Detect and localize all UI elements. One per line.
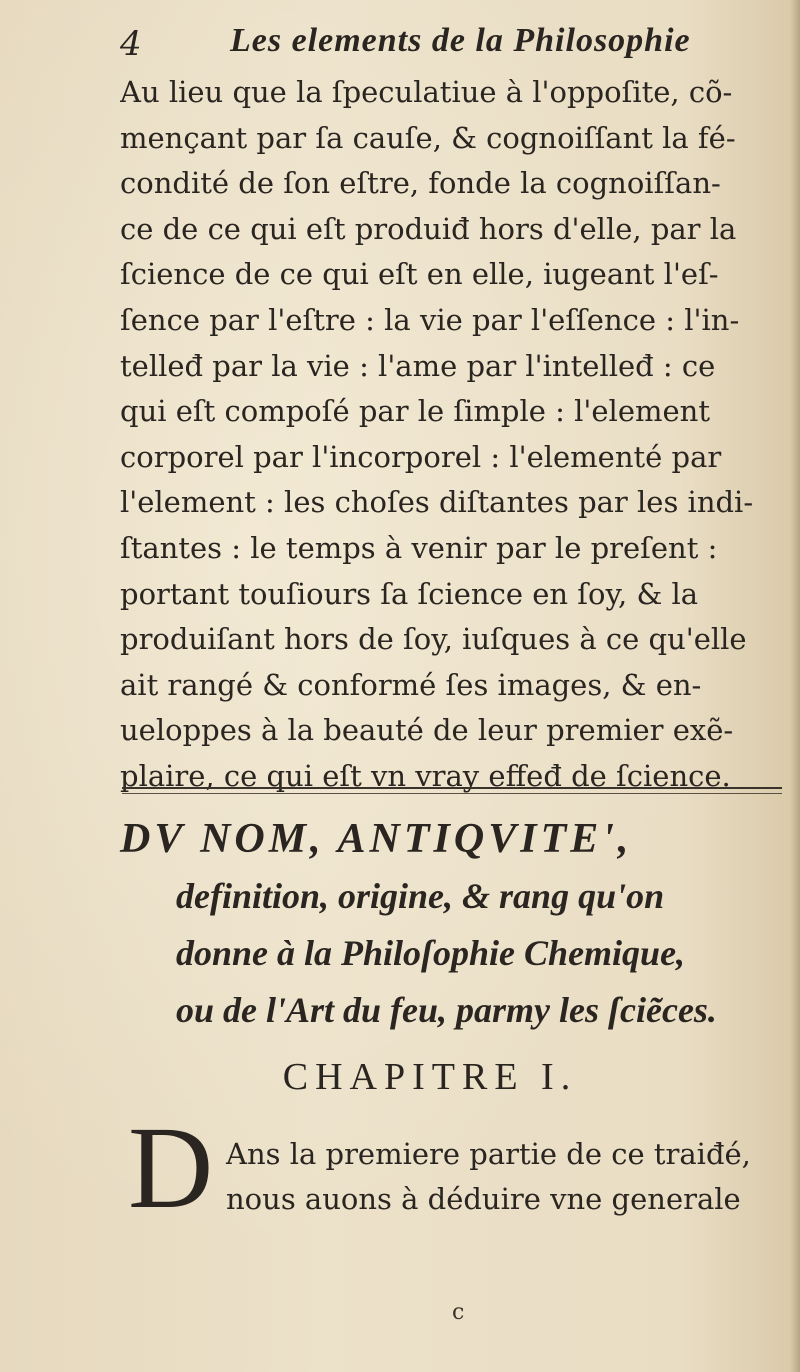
- section-divider: [122, 787, 782, 794]
- text-line: l'element : les choſes diſtantes par les indi-: [120, 485, 754, 520]
- text-line: ſence par l'eſtre : la vie par l'eſſence : l'in-: [120, 302, 740, 337]
- text-line: ait rangé & conformé ſes images, & en-: [120, 667, 702, 702]
- text-line: mençant par ſa cauſe, & cognoiſſant la fé-: [120, 120, 736, 155]
- text-line: corporel par l'incorporel : l'elementé par: [120, 439, 722, 474]
- signature-mark: c: [452, 1300, 465, 1325]
- section-heading-first-line: DV NOM, ANTIQVITE',: [120, 816, 633, 862]
- text-line: portant touſiours ſa ſcience en ſoy, & la: [120, 576, 699, 611]
- text-line: produiſant hors de ſoy, iuſques à ce qu'elle: [120, 622, 747, 657]
- text-line: ce de ce qui eſt produiđ hors d'elle, par la: [120, 211, 737, 246]
- text-line: Au lieu que la ſpeculatiue à l'oppoſite, cõ-: [120, 75, 733, 109]
- section-heading-line: donne à la Philoſophie Chemique,: [176, 933, 686, 973]
- text-line: ſtantes : le temps à venir par le preſent :: [120, 530, 718, 565]
- text-line: ſcience de ce qui eſt en elle, iugeant l'eſ-: [120, 257, 719, 292]
- text-line: Ans la premiere partie de ce traiđé,: [226, 1137, 751, 1171]
- text-line: ueloppes à la beauté de leur premier exẽ-: [120, 713, 734, 748]
- text-line: plaire, ce qui eſt vn vray effeđ de ſcience.: [120, 758, 731, 793]
- body-paragraph: [120, 70, 785, 800]
- page-number: 4: [120, 24, 142, 64]
- running-title: Les elements de la Philosophie: [230, 22, 691, 59]
- section-heading: [120, 810, 790, 1039]
- section-heading-line: definition, origine, & rang qu'on: [176, 876, 665, 916]
- opening-paragraph: [226, 1132, 796, 1222]
- section-heading-line: ou de l'Art du feu, parmy les ſciẽces.: [176, 990, 717, 1030]
- text-line: condité de ſon eſtre, fonde la cognoiſſan-: [120, 166, 721, 201]
- text-line: qui eſt compoſé par le ſimple : l'element: [120, 394, 710, 429]
- drop-capital: D: [128, 1102, 214, 1233]
- text-line: nous auons à déduire vne generale: [226, 1182, 741, 1216]
- text-line: telleđ par la vie : l'ame par l'intelleđ : ce: [120, 348, 716, 383]
- running-head: [120, 22, 780, 70]
- chapter-heading: CHAPITRE I.: [282, 1056, 578, 1098]
